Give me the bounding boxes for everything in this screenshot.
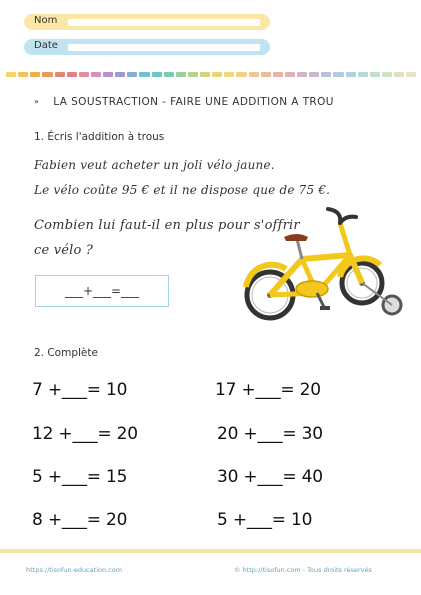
equation-3: 12 +___= 20 <box>32 424 138 444</box>
color-dot <box>127 72 137 77</box>
color-dot <box>358 72 368 77</box>
color-dot <box>115 72 125 77</box>
problem-line-3: Combien lui faut-il en plus pour s'offrir <box>34 218 300 233</box>
color-dot <box>249 72 259 77</box>
color-dot <box>333 72 343 77</box>
color-dot <box>321 72 331 77</box>
color-dot <box>79 72 89 77</box>
answer-template: ___+___=___ <box>64 284 140 298</box>
decorative-color-strip <box>6 72 416 77</box>
color-dot <box>18 72 28 77</box>
color-dot <box>6 72 16 77</box>
color-dot <box>406 72 416 77</box>
exercise-1-title: 1. Écris l'addition à trous <box>34 131 165 143</box>
color-dot <box>152 72 162 77</box>
date-label: Date <box>34 40 58 51</box>
color-dot <box>224 72 234 77</box>
name-label: Nom <box>34 15 58 26</box>
color-dot <box>42 72 52 77</box>
color-dot <box>55 72 65 77</box>
answer-box[interactable] <box>35 275 169 307</box>
color-dot <box>67 72 77 77</box>
equation-1: 7 +___= 10 <box>32 380 128 400</box>
problem-line-4: ce vélo ? <box>34 243 94 258</box>
color-dot <box>176 72 186 77</box>
color-dot <box>91 72 101 77</box>
color-dot <box>261 72 271 77</box>
color-dot <box>285 72 295 77</box>
problem-line-1: Fabien veut acheter un joli vélo jaune. <box>34 158 275 172</box>
color-dot <box>297 72 307 77</box>
equation-7: 8 +___= 20 <box>32 510 128 530</box>
color-dot <box>236 72 246 77</box>
footer-copyright: © http://tisofun.com - Tous droits réservés <box>234 566 372 574</box>
color-dot <box>30 72 40 77</box>
equation-8: 5 +___= 10 <box>217 510 313 530</box>
equation-4: 20 +___= 30 <box>217 424 323 444</box>
color-dot <box>212 72 222 77</box>
color-dot <box>103 72 113 77</box>
color-dot <box>188 72 198 77</box>
problem-line-2: Le vélo coûte 95 € et il ne dispose que de 75 €. <box>34 183 331 197</box>
name-line[interactable] <box>68 19 260 26</box>
date-field[interactable] <box>24 39 270 55</box>
date-line[interactable] <box>68 44 260 51</box>
color-dot <box>273 72 283 77</box>
color-dot <box>346 72 356 77</box>
name-field[interactable] <box>24 14 270 30</box>
color-dot <box>370 72 380 77</box>
color-dot <box>139 72 149 77</box>
equation-5: 5 +___= 15 <box>32 467 128 487</box>
color-dot <box>309 72 319 77</box>
worksheet-header <box>34 96 334 108</box>
yellow-bicycle-illustration <box>242 207 407 327</box>
color-dot <box>394 72 404 77</box>
color-dot <box>382 72 392 77</box>
worksheet-title: LA SOUSTRACTION - FAIRE UNE ADDITION A TROU <box>53 96 334 108</box>
exercise-2-title: 2. Complète <box>34 347 98 359</box>
equation-2: 17 +___= 20 <box>215 380 321 400</box>
equation-6: 30 +___= 40 <box>217 467 323 487</box>
footer-divider <box>0 549 421 553</box>
color-dot <box>200 72 210 77</box>
footer-left-link[interactable]: https://tisofun-education.com <box>26 566 123 574</box>
color-dot <box>164 72 174 77</box>
header-arrow-icon: » <box>34 97 40 106</box>
